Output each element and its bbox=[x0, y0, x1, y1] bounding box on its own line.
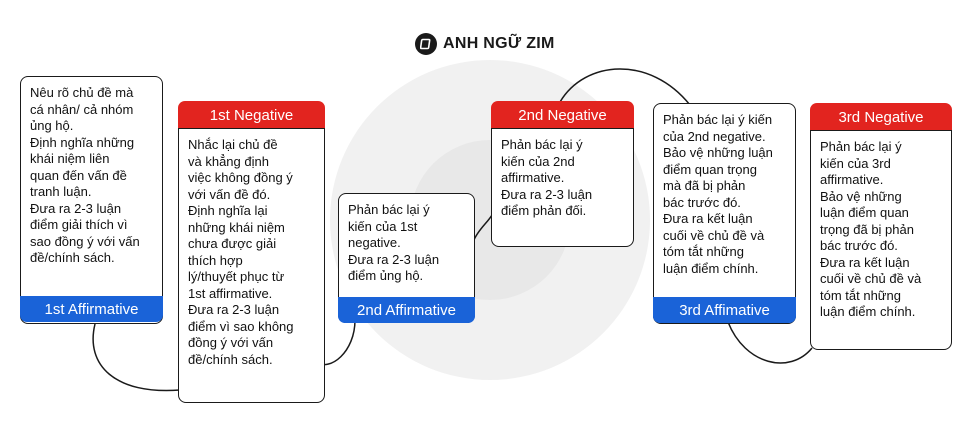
connector-3 bbox=[474, 215, 492, 240]
card-line: điểm giải thích vì bbox=[30, 217, 128, 232]
card-line: lý/thuyết phục từ bbox=[188, 269, 285, 284]
tag-1st-negative: 1st Negative bbox=[178, 101, 325, 129]
card-line: khái niệm liên bbox=[30, 151, 110, 166]
card-line: cuối về chủ đề và bbox=[663, 227, 765, 243]
tag-1st-affirmative: 1st Affirmative bbox=[20, 296, 163, 322]
card-2nd-negative bbox=[491, 128, 634, 247]
tag-2nd-affirmative: 2nd Affirmative bbox=[338, 297, 475, 323]
card-line: luận điểm chính. bbox=[820, 304, 916, 319]
card-line: chưa được giải bbox=[188, 236, 277, 251]
connector-5 bbox=[728, 322, 812, 363]
card-line: việc không đồng ý bbox=[188, 170, 293, 185]
card-line: cá nhân/ cả nhóm bbox=[30, 101, 134, 117]
card-line: Đưa ra 2-3 luận bbox=[30, 200, 122, 216]
card-line: đồng ý với vấn bbox=[188, 335, 274, 350]
card-3rd-negative bbox=[810, 130, 952, 350]
connector-1 bbox=[93, 324, 180, 391]
card-line: tóm tắt những bbox=[820, 287, 901, 303]
card-line: trọng đã bị phản bbox=[820, 221, 914, 237]
card-line: những khái niệm bbox=[188, 219, 285, 235]
card-line: đề/chính sách. bbox=[30, 250, 115, 265]
card-line: luận điểm quan bbox=[820, 205, 909, 220]
card-line: Bảo vệ những luận bbox=[663, 145, 773, 160]
card-line: 1st affirmative. bbox=[188, 285, 273, 301]
card-line: kiến của 1st bbox=[348, 218, 418, 234]
card-line: Định nghĩa những bbox=[30, 134, 135, 150]
card-line: bác trước đó. bbox=[663, 194, 741, 210]
tag-3rd-negative: 3rd Negative bbox=[810, 103, 952, 131]
card-line: Đưa ra kết luận bbox=[663, 211, 753, 226]
card-line: affirmative. bbox=[501, 170, 565, 185]
tag-3rd-affirmative: 3rd Affimative bbox=[653, 297, 796, 323]
card-line: Đưa ra 2-3 luận bbox=[501, 186, 593, 202]
card-line: đề/chính sách. bbox=[188, 351, 273, 367]
brand bbox=[415, 32, 555, 56]
card-line: Phản bác lại ý bbox=[501, 137, 583, 152]
card-line: affirmative. bbox=[820, 172, 884, 187]
card-line: tóm tắt những bbox=[663, 244, 744, 259]
card-line: điểm vì sao không bbox=[188, 318, 294, 334]
card-line: mà đã bị phản bbox=[663, 178, 746, 193]
card-line: điểm phản đối. bbox=[501, 203, 587, 218]
card-1st-negative bbox=[178, 128, 325, 403]
card-line: Phản bác lại ý bbox=[820, 139, 902, 154]
card-line: kiến của 2nd bbox=[501, 153, 575, 169]
card-line: Bảo vệ những bbox=[820, 188, 902, 204]
card-line: của 2nd negative. bbox=[663, 128, 766, 144]
card-line: Phản bác lại ý bbox=[348, 202, 430, 217]
card-line: với vấn đề đó. bbox=[188, 186, 271, 202]
card-line: luận điểm chính. bbox=[663, 260, 759, 276]
card-line: quan đến vấn đề bbox=[30, 167, 127, 183]
card-line: kiến của 3rd bbox=[820, 155, 891, 171]
card-line: Đưa ra 2-3 luận bbox=[348, 251, 440, 267]
card-line: bác trước đó. bbox=[820, 238, 898, 253]
card-line: Định nghĩa lại bbox=[188, 203, 268, 218]
card-line: ủng hộ. bbox=[30, 118, 74, 133]
card-line: Đưa ra kết luận bbox=[820, 254, 910, 270]
card-line: điểm ủng hộ. bbox=[348, 268, 424, 283]
card-line: điểm quan trọng bbox=[663, 161, 757, 177]
card-line: và khẳng định bbox=[188, 153, 269, 169]
tag-2nd-negative: 2nd Negative bbox=[491, 101, 634, 129]
card-line: Nêu rõ chủ đề mà bbox=[30, 85, 134, 100]
card-line: negative. bbox=[348, 235, 401, 250]
card-line: thích hợp bbox=[188, 252, 243, 268]
zim-logo-icon bbox=[415, 33, 437, 55]
card-line: Phản bác lại ý kiến bbox=[663, 112, 773, 127]
card-line: cuối về chủ đề và bbox=[820, 271, 922, 286]
card-line: Nhắc lại chủ đề bbox=[188, 137, 278, 152]
card-line: sao đồng ý với vấn bbox=[30, 233, 140, 249]
card-line: tranh luận. bbox=[30, 184, 92, 199]
card-1st-affirmative bbox=[20, 76, 163, 324]
brand-name: ANH NGỮ ZIM bbox=[443, 35, 555, 52]
card-3rd-affirmative bbox=[653, 103, 796, 324]
connector-4 bbox=[560, 69, 690, 105]
card-line: Đưa ra 2-3 luận bbox=[188, 302, 280, 317]
